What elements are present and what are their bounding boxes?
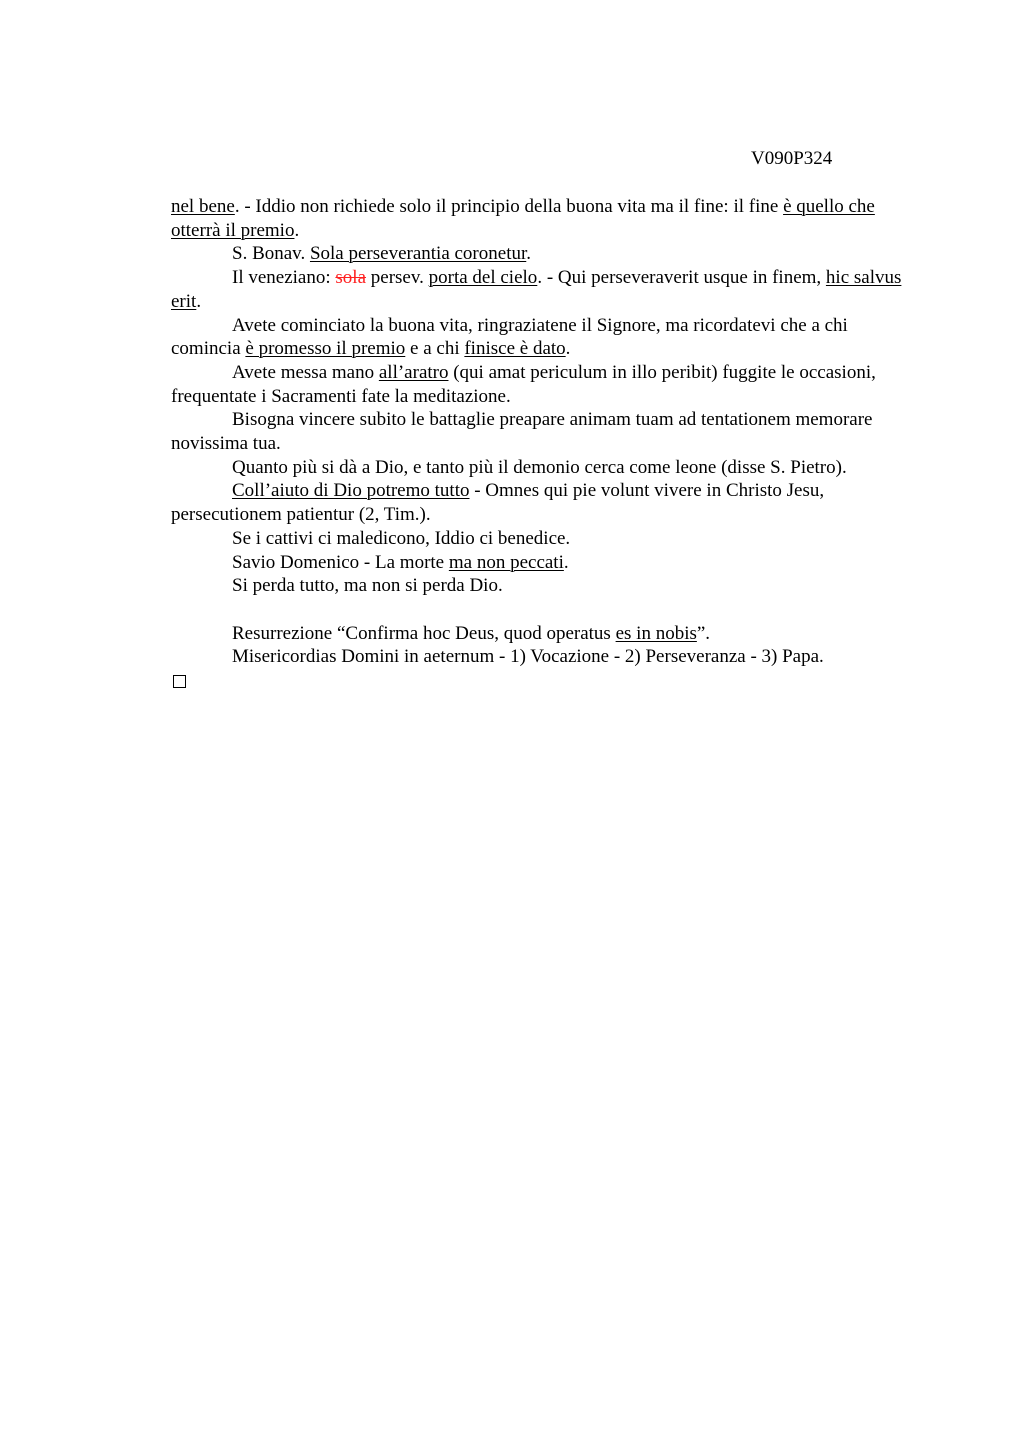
- document-body: [171, 195, 911, 688]
- paragraph-7: [171, 456, 911, 480]
- text-run: . - Iddio non richiede solo il principio della buona vita ma il fine: il fine: [234, 196, 784, 217]
- paragraph-11: [171, 574, 911, 598]
- underlined-text: Sola perseverantia coronetur: [309, 243, 527, 265]
- underlined-text: ma non peccati: [448, 551, 564, 573]
- text-run: .: [294, 219, 300, 241]
- underlined-text: es in nobis: [615, 622, 697, 644]
- text-run: .: [565, 338, 571, 360]
- text-run: persev.: [366, 267, 429, 289]
- paragraph-13: [171, 645, 911, 669]
- blank-line: [171, 598, 911, 622]
- paragraph-6: [171, 408, 911, 455]
- text-run: S. Bonav.: [232, 243, 310, 265]
- text-run: .: [196, 290, 202, 312]
- underlined-text: porta del cielo: [428, 267, 538, 289]
- underlined-text: hic salvus erit: [171, 267, 902, 312]
- text-run: .: [563, 551, 569, 573]
- text-run: ”.: [696, 622, 711, 644]
- text-run: Quanto più si dà a Dio, e tanto più il demonio cerca come leone (disse S. Pietro).: [232, 456, 847, 478]
- underlined-text: Coll’aiuto di Dio potremo tutto: [232, 480, 470, 502]
- paragraph-2: [171, 242, 911, 266]
- underlined-text: è quello che otterrà il premio: [171, 196, 875, 241]
- text-run: .: [526, 243, 532, 265]
- underlined-text: finisce è dato: [464, 338, 566, 360]
- paragraph-3: [171, 266, 911, 313]
- text-run: Resurrezione “Confirma hoc Deus, quod operatus: [232, 622, 616, 644]
- text-run: (qui amat periculum in illo peribit) fuggite le occasioni, frequentate i Sacramenti fate la meditazione.: [171, 361, 876, 407]
- text-run: Se i cattivi ci maledicono, Iddio ci benedice.: [232, 527, 571, 549]
- text-run: Bisogna vincere subito le battaglie preapare animam tuam ad tentationem memorare novissima tua.: [171, 409, 873, 455]
- text-run: e a chi: [405, 338, 465, 360]
- text-run: Avete messa mano: [232, 361, 379, 383]
- paragraph-1: [171, 195, 911, 242]
- paragraph-10: [171, 551, 911, 575]
- text-run: . - Qui perseveraverit usque in finem,: [537, 267, 826, 289]
- text-run: Si perda tutto, ma non si perda Dio.: [232, 575, 503, 597]
- text-run: Avete cominciato la buona vita, ringraziatene il Signore, ma ricordatevi che a chi comincia: [171, 314, 848, 360]
- page-code: V090P324: [751, 148, 833, 169]
- underlined-text: nel bene: [171, 196, 235, 217]
- text-run: Misericordias Domini in aeternum - 1) Vocazione - 2) Perseveranza - 3) Papa.: [232, 646, 824, 668]
- text-run: Savio Domenico - La morte: [232, 551, 449, 573]
- text-run: - Omnes qui pie volunt vivere in Christo Jesu, persecutionem patientur (2, Tim.).: [171, 480, 825, 526]
- paragraph-8: [171, 479, 911, 526]
- paragraph-5: [171, 361, 911, 408]
- paragraph-4: [171, 314, 911, 361]
- paragraph-12: [171, 622, 911, 646]
- underlined-text: all’aratro: [378, 361, 449, 383]
- paragraph-9: [171, 527, 911, 551]
- struck-text: sola: [335, 267, 367, 289]
- underlined-text: è promesso il premio: [245, 338, 406, 360]
- text-run: Il veneziano:: [232, 267, 336, 289]
- empty-box-icon: [173, 675, 186, 688]
